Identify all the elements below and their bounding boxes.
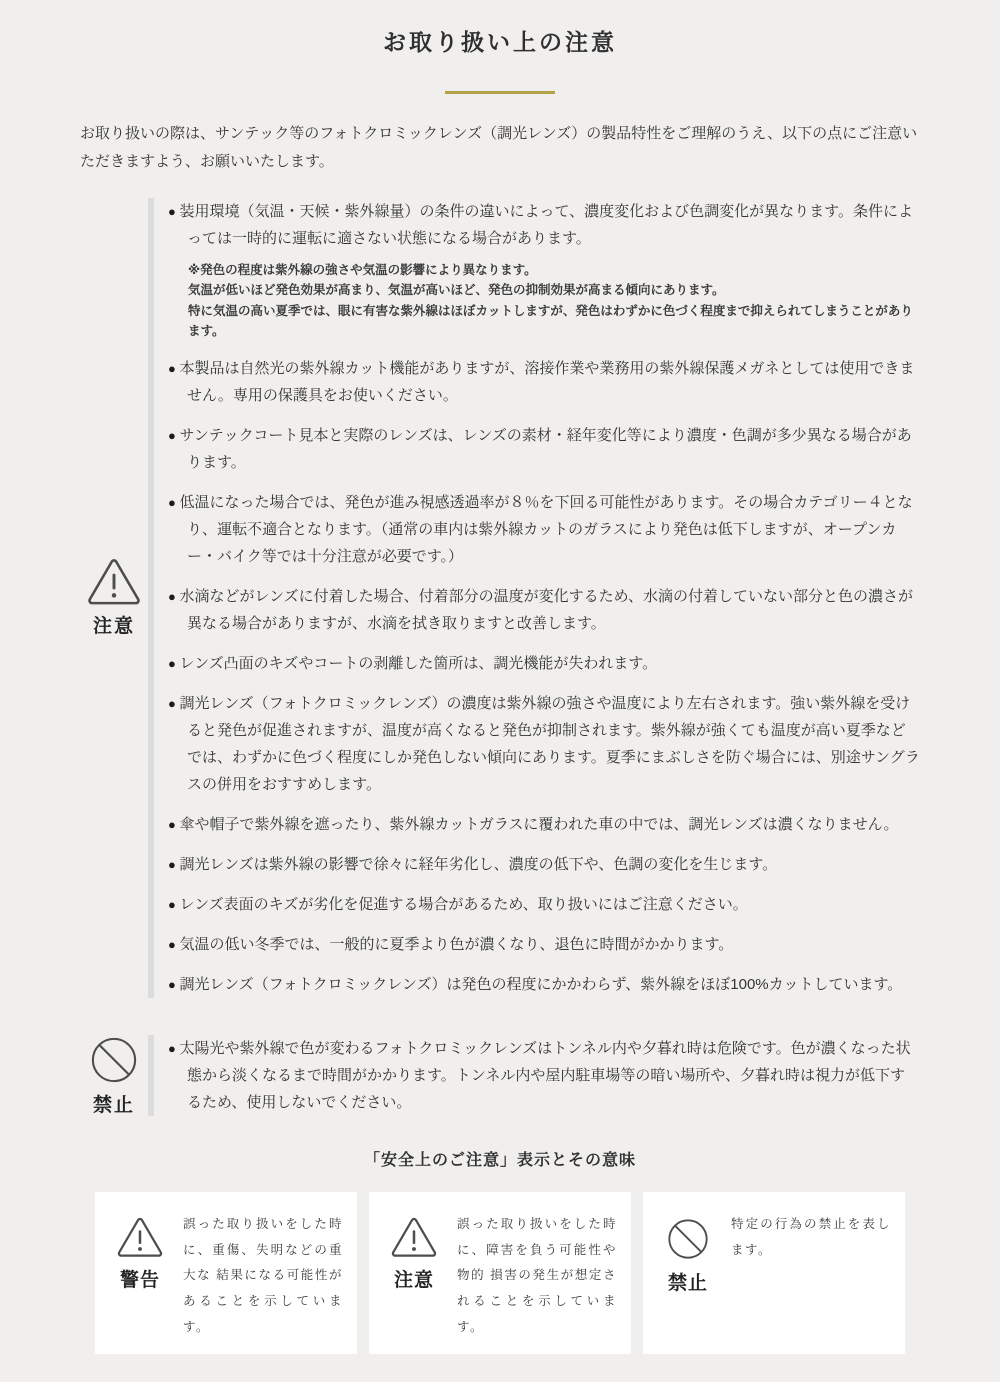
caution-list: [148, 198, 920, 999]
caution-icon-column: [80, 557, 148, 638]
legend-box-warning: [95, 1192, 357, 1354]
prohibition-icon: [88, 1034, 140, 1086]
page-title: お取り扱い上の注意: [383, 29, 617, 55]
bullet-text: ● 水滴などがレンズに付着した場合、付着部分の温度が変化するため、水滴の付着していない部分と色の濃さが異なる場合がありますが、水滴を拭き取りますと改善します。: [168, 583, 920, 637]
warning-triangle-icon: [86, 557, 142, 607]
warning-triangle-icon: [390, 1216, 438, 1259]
bullet-text: ● レンズ表面のキズが劣化を促進する場合があるため、取り扱いにはご注意ください。: [168, 891, 920, 918]
legend-box-prohibition: [643, 1192, 905, 1354]
prohibition-list: [148, 1035, 920, 1116]
legend-prohibition-icon-column: [657, 1210, 719, 1340]
legend-warning-text: 誤った取り扱いをした時に、重傷、失明などの重大な 結果になる可能性があることを示しています。: [183, 1217, 343, 1334]
list-item: [168, 851, 920, 878]
title-divider: [445, 91, 555, 94]
legend-prohibition-label: 禁止: [667, 1273, 708, 1294]
prohibition-label: 禁止: [92, 1095, 135, 1116]
list-item: [168, 1035, 920, 1116]
bullet-text: ● 調光レンズ（フォトクロミックレンズ）の濃度は紫外線の強さや温度により左右されます。強い紫外線を受けると発色が促進されますが、温度が高くなると発色が抑制されます。紫外線が強くても温度が高い夏季などでは、わずかに色づく程度にしか発色しない傾向にあります。夏季にまぶしさを防ぐ場合には、別途サングラスの併用をおすすめします。: [168, 690, 920, 798]
list-item: [168, 690, 920, 798]
footnote-line: 気温が低いほど発色効果が高まり、気温が高いほど、発色の抑制効果が高まる傾向にあります。: [188, 283, 725, 298]
caution-label: 注意: [92, 616, 135, 638]
list-item: [168, 422, 920, 476]
legend-box-caution: [369, 1192, 631, 1354]
footnote-line: 特に気温の高い夏季では、眼に有害な紫外線はほぼカットしますが、発色はわずかに色づく程度まで抑えられてしまうことがあります。: [188, 303, 913, 339]
bullet-text: ● 本製品は自然光の紫外線カット機能がありますが、溶接作業や業務用の紫外線保護メガネとしては使用できません。専用の保護具をお使いください。: [168, 355, 920, 409]
legend-boxes: [95, 1192, 905, 1354]
bullet-text: ● レンズ凸面のキズやコートの剥離した箇所は、調光機能が失われます。: [168, 650, 920, 677]
bullet-text: ● 傘や帽子で紫外線を遮ったり、紫外線カットガラスに覆われた車の中では、調光レンズは濃くなりません。: [168, 811, 920, 838]
list-item: [168, 583, 920, 637]
list-item: [168, 489, 920, 570]
list-item: [168, 971, 920, 998]
list-item: [168, 355, 920, 409]
prohibition-icon-column: [80, 1034, 148, 1117]
prohibition-icon: [665, 1216, 711, 1262]
bullet-text: ● 気温の低い冬季では、一般的に夏季より色が濃くなり、退色に時間がかかります。: [168, 931, 920, 958]
legend-warning-icon-column: [109, 1210, 171, 1340]
caution-section: [80, 198, 920, 999]
legend-prohibition-text: 特定の行為の禁止を表します。: [731, 1217, 891, 1257]
legend-caution-icon-column: [383, 1210, 445, 1340]
intro-paragraph: お取り扱いの際は、サンテック等のフォトクロミックレンズ（調光レンズ）の製品特性をご理解のうえ、以下の点にご注意いただきますよう、お願いいたします。: [80, 125, 918, 170]
list-item: [168, 891, 920, 918]
bullet-text: ● 低温になった場合では、発色が進み視感透過率が８％を下回る可能性があります。その場合カテゴリー４となり、運転不適合となります。（通常の車内は紫外線カットのガラスにより発色は低下しますが、オープンカー・バイク等では十分注意が必要です。）: [168, 489, 920, 570]
legend-heading: 「安全上のご注意」表示とその意味: [363, 1152, 636, 1169]
footnote-block: [188, 260, 920, 343]
bullet-text: ● 太陽光や紫外線で色が変わるフォトクロミックレンズはトンネル内や夕暮れ時は危険です。色が濃くなった状態から淡くなるまで時間がかかります。トンネル内や屋内駐車場等の暗い場所や、夕暮れ時は視力が低下するため、使用しないでください。: [168, 1035, 920, 1116]
list-item: [168, 198, 920, 343]
warning-triangle-icon: [116, 1216, 164, 1259]
list-item: [168, 650, 920, 677]
bullet-text: ● 装用環境（気温・天候・紫外線量）の条件の違いによって、濃度変化および色調変化が異なります。条件によっては一時的に運転に適さない状態になる場合があります。: [168, 198, 920, 252]
legend-caution-label: 注意: [393, 1270, 434, 1291]
prohibition-section: [80, 1034, 920, 1117]
bullet-text: ● 調光レンズは紫外線の影響で徐々に経年劣化し、濃度の低下や、色調の変化を生じます。: [168, 851, 920, 878]
legend-caution-text: 誤った取り扱いをした時に、障害を負う可能性や物的 損害の発生が想定されることを示しています。: [457, 1217, 617, 1334]
legend-warning-label: 警告: [119, 1270, 160, 1291]
list-item: [168, 931, 920, 958]
bullet-text: ● 調光レンズ（フォトクロミックレンズ）は発色の程度にかかわらず、紫外線をほぼ100%カットしています。: [168, 971, 920, 998]
list-item: [168, 811, 920, 838]
footnote-line: ※発色の程度は紫外線の強さや気温の影響により異なります。: [188, 262, 537, 277]
bullet-text: ● サンテックコート見本と実際のレンズは、レンズの素材・経年変化等により濃度・色調が多少異なる場合があります。: [168, 422, 920, 476]
